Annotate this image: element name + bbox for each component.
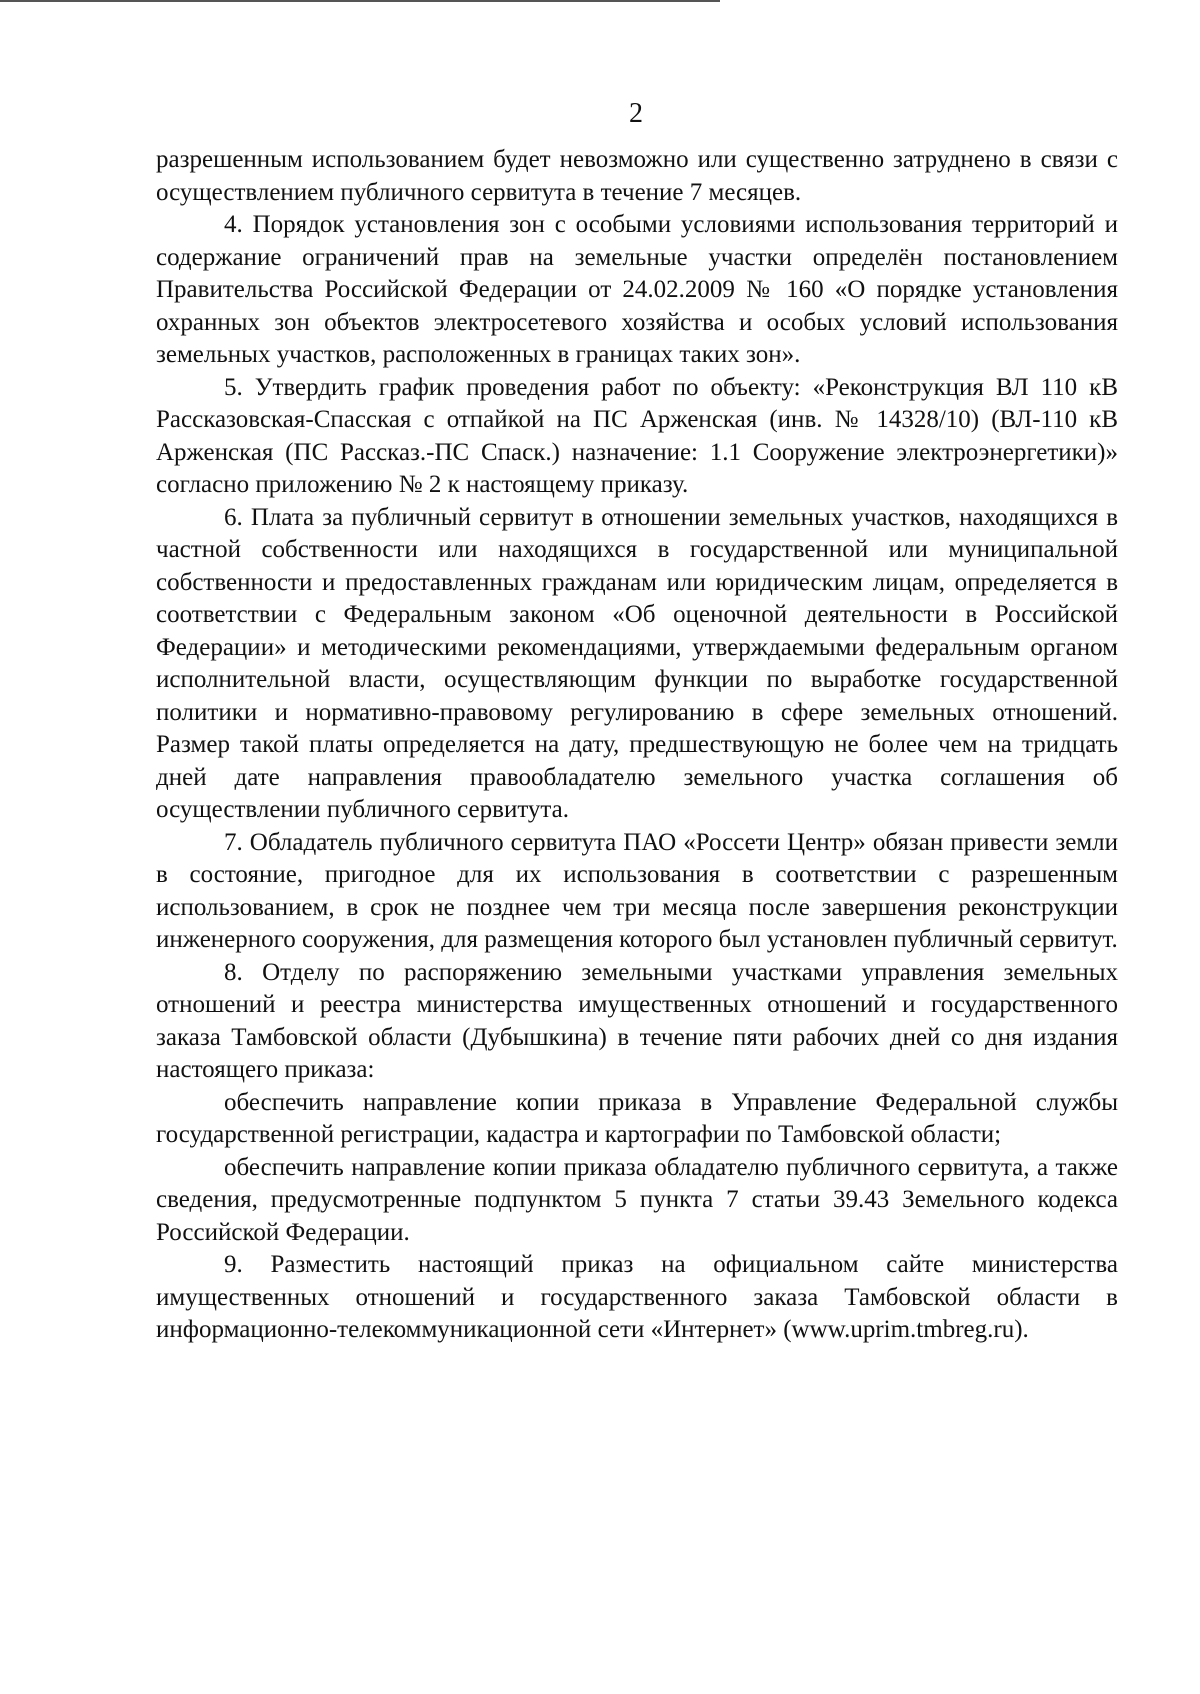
paragraph-item-4: 4. Порядок установления зон с особыми условиями использования территорий и содержание ограничений прав на земельные участки определён постановлением Правительства Российской Федерации от 24.02.2009 № 160 «О порядке установления охранных зон объектов электросетевого хозяйства и особых условий использования земельных участков, расположенных в границах таких зон». (156, 211, 1118, 368)
document-body (156, 144, 1118, 1347)
paragraph-item-7: 7. Обладатель публичного сервитута ПАО «Россети Центр» обязан привести земли в состояние, пригодное для их использования в соответствии с разрешенным использованием, в срок не позднее чем три месяца после завершения реконструкции инженерного сооружения, для размещения которого был установлен публичный сервитут. (156, 828, 1118, 953)
scan-top-edge (0, 0, 720, 2)
paragraph-item-8-sub-1: обеспечить направление копии приказа в Управление Федеральной службы государственной регистрации, кадастра и картографии по Тамбовской области; (156, 1088, 1118, 1148)
paragraph-item-8: 8. Отделу по распоряжению земельными участками управления земельных отношений и реестра министерства имущественных отношений и государственного заказа Тамбовской области (Дубышкина) в течение пяти рабочих дней со дня издания настоящего приказа: (156, 958, 1118, 1083)
paragraph-item-9: 9. Разместить настоящий приказ на официальном сайте министерства имущественных отношений и государственного заказа Тамбовской области в информационно-телекоммуникационной сети «Интернет» (www.uprim.tmbreg.ru). (156, 1251, 1118, 1343)
paragraph-continuation: разрешенным использованием будет невозможно или существенно затруднено в связи с осуществлением публичного сервитута в течение 7 месяцев. (156, 146, 1118, 206)
paragraph-item-5: 5. Утвердить график проведения работ по объекту: «Реконструкция ВЛ 110 кВ Рассказовская-Спасская с отпайкой на ПС Арженская (инв. № 14328/10) (ВЛ-110 кВ Арженская (ПС Рассказ.-ПС Спаск.) назначение: 1.1 Сооружение электроэнергетики)» согласно приложению № 2 к настоящему приказу. (156, 373, 1118, 498)
paragraph-item-6: 6. Плата за публичный сервитут в отношении земельных участков, находящихся в частной собственности или находящихся в государственной или муниципальной собственности и предоставленных гражданам или юридическим лицам, определяется в соответствии с Федеральным законом «Об оценочной деятельности в Российской Федерации» и методическими рекомендациями, утверждаемыми федеральным органом исполнительной власти, осуществляющим функции по выработке государственной политики и нормативно-правовому регулированию в сфере земельных отношений. Размер такой платы определяется на дату, предшествующую не более чем на тридцать дней дате направления правообладателю земельного участка соглашения об осуществлении публичного сервитута. (156, 503, 1118, 823)
paragraph-item-8-sub-2: обеспечить направление копии приказа обладателю публичного сервитута, а также сведения, предусмотренные подпунктом 5 пункта 7 статьи 39.43 Земельного кодекса Российской Федерации. (156, 1153, 1118, 1246)
page-number: 2 (629, 98, 643, 129)
